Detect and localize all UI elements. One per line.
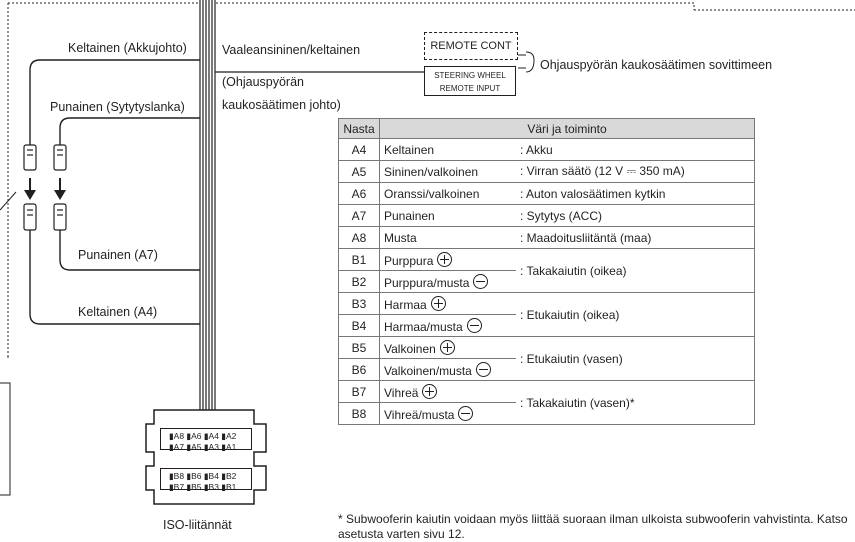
plus-icon: [431, 296, 446, 311]
remote-cont-label: REMOTE CONT: [424, 32, 518, 60]
func-cell: : Maadoitusliitäntä (maa): [516, 227, 755, 249]
minus-icon: [473, 274, 488, 289]
color-text: Purppura: [384, 253, 434, 268]
table-row: [339, 293, 755, 315]
label-remote-wire-2: (Ohjauspyörän: [222, 75, 304, 89]
pin-cell: B2: [339, 271, 380, 293]
iso-row-3: ▮B8 ▮B6 ▮B4 ▮B2: [169, 471, 237, 481]
footnote: * Subwooferin kaiutin voidaan myös liittää suoraan ilman ulkoista subwooferin vahvistinta. Katso asetusta varten sivu 12.: [338, 512, 848, 541]
steering-line-1: STEERING WHEEL: [434, 71, 506, 80]
minus-icon: [467, 318, 482, 333]
table-row: [339, 249, 755, 271]
color-text: Valkoinen: [384, 341, 436, 356]
iso-row-4: ▮B7 ▮B5 ▮B3 ▮B1: [169, 482, 237, 492]
color-cell: [380, 381, 517, 403]
func-cell: : Takakaiutin (vasen)*: [516, 381, 755, 425]
pin-cell: B4: [339, 315, 380, 337]
color-text: Harmaa/musta: [384, 319, 463, 334]
func-cell: : Akku: [516, 139, 755, 161]
func-cell: : Takakaiutin (oikea): [516, 249, 755, 293]
pin-table: [338, 118, 755, 425]
color-cell: Musta: [380, 227, 517, 249]
table-row: [339, 183, 755, 205]
pin-cell: B8: [339, 403, 380, 425]
table-row: [339, 337, 755, 359]
pin-cell: B7: [339, 381, 380, 403]
pin-cell: A5: [339, 161, 380, 183]
side-box: [0, 383, 10, 495]
color-cell: [380, 403, 517, 425]
down-arrows: [24, 178, 66, 200]
iso-label: ISO-liitännät: [163, 518, 232, 532]
label-remote-wire-3: kaukosäätimen johto): [222, 98, 341, 112]
steering-wheel-input: [424, 66, 516, 96]
lower-connectors: [24, 204, 66, 230]
color-cell: Sininen/valkoinen: [380, 161, 517, 183]
color-cell: [380, 249, 517, 271]
table-row: [339, 205, 755, 227]
color-cell: [380, 315, 517, 337]
color-cell: [380, 359, 517, 381]
iso-row-1: ▮A8 ▮A6 ▮A4 ▮A2: [169, 431, 237, 441]
header-pin: Nasta: [339, 119, 380, 139]
color-text: Harmaa: [384, 297, 427, 312]
pin-cell: A6: [339, 183, 380, 205]
color-text: Vihreä/musta: [384, 407, 455, 422]
pin-cell: B5: [339, 337, 380, 359]
color-text: Valkoinen/musta: [384, 363, 472, 378]
label-red-ignition: Punainen (Sytytyslanka): [50, 100, 185, 114]
label-red-a7: Punainen (A7): [78, 248, 158, 262]
label-yellow-a4: Keltainen (A4): [78, 305, 158, 319]
label-adapter: Ohjauspyörän kaukosäätimen sovittimeen: [540, 58, 773, 72]
table-row: [339, 161, 755, 183]
minus-icon: [458, 406, 473, 421]
color-cell: [380, 337, 517, 359]
wire-bundle: [200, 0, 215, 410]
color-cell: Keltainen: [380, 139, 517, 161]
table-row: [339, 227, 755, 249]
plus-icon: [437, 252, 452, 267]
table-row: [339, 381, 755, 403]
color-text: Vihreä: [384, 385, 419, 400]
func-cell: : Sytytys (ACC): [516, 205, 755, 227]
func-cell: : Etukaiutin (vasen): [516, 337, 755, 381]
label-yellow-battery: Keltainen (Akkujohto): [68, 41, 187, 55]
pin-cell: B3: [339, 293, 380, 315]
upper-connectors: [24, 145, 66, 170]
iso-block-b: [160, 468, 252, 490]
color-cell: [380, 271, 517, 293]
plus-icon: [440, 340, 455, 355]
color-cell: Punainen: [380, 205, 517, 227]
pin-cell: A7: [339, 205, 380, 227]
pin-cell: A4: [339, 139, 380, 161]
table-row: [339, 139, 755, 161]
red-ignition-wire: [60, 118, 200, 145]
pin-cell: A8: [339, 227, 380, 249]
label-remote-wire-1: Vaaleansininen/keltainen: [222, 43, 361, 57]
iso-row-2: ▮A7 ▮A5 ▮A3 ▮A1: [169, 442, 237, 452]
remote-connector: [424, 32, 518, 98]
func-cell: : Auton valosäätimen kytkin: [516, 183, 755, 205]
header-func: Väri ja toiminto: [380, 119, 755, 139]
plus-icon: [422, 384, 437, 399]
color-cell: Oranssi/valkoinen: [380, 183, 517, 205]
func-cell: : Etukaiutin (oikea): [516, 293, 755, 337]
pin-cell: B1: [339, 249, 380, 271]
minus-icon: [476, 362, 491, 377]
func-cell: : Virran säätö (12 V ⎓ 350 mA): [516, 161, 755, 183]
steering-line-2: REMOTE INPUT: [439, 84, 501, 93]
pin-cell: B6: [339, 359, 380, 381]
color-text: Purppura/musta: [384, 275, 470, 290]
color-cell: [380, 293, 517, 315]
iso-block-a: [160, 428, 252, 450]
